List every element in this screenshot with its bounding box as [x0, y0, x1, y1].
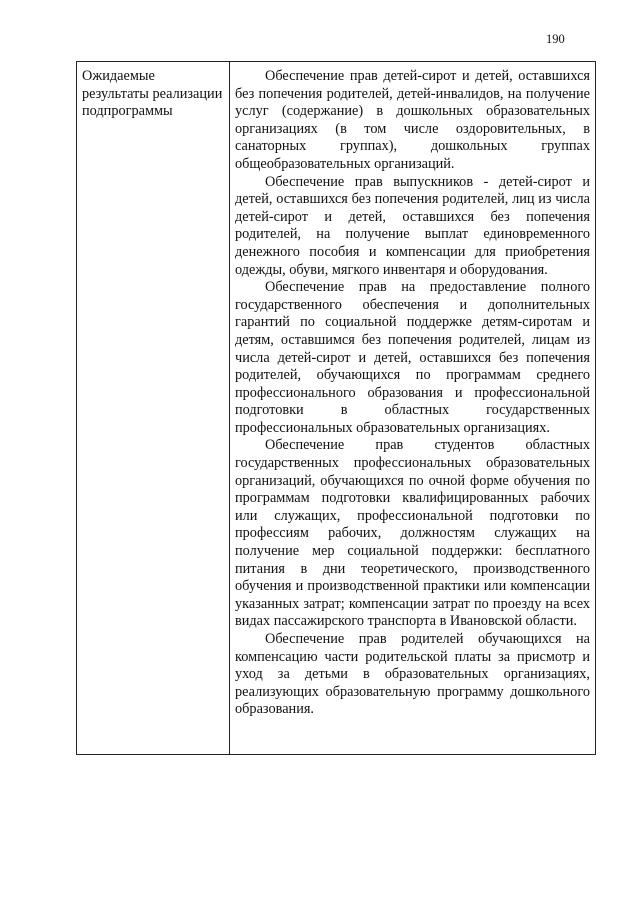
result-paragraph-1: Обеспечение прав детей-сирот и детей, оставшихся без попечения родителей, детей-инвалидов, на получение услуг (содержание) в дошкольных образовательных организациях (в том числе оздоровительных, в санаторных группах), дошкольных группах общеобразовательных организаций. [235, 68, 590, 172]
result-paragraph-4: Обеспечение прав студентов областных государственных профессиональных образовательных организаций, обучающихся по очной форме обучения по программам подготовки квалифицированных рабочих или служащих, профессиональной подготовки по профессиям рабочих, должностям служащих на получение мер социальной поддержки: бесплатного питания в дни теоретического, производственного обучения и производственной практики или компенсации указанных затрат; компенсации затрат по проезду на всех видах пассажирского транспорта в Ивановской области. [235, 437, 590, 630]
row-content-cell [230, 62, 596, 755]
result-paragraph-3: Обеспечение прав на предоставление полного государственного обеспечения и дополнительных гарантий по социальной поддержке детям-сиротам и детям, оставшимся без попечения родителей, лицам из числа детей-сирот и детей, оставшихся без попечения родителей, обучающихся по программам среднего профессионального образования и профессиональной подготовки в областных государственных профессиональных образовательных организациях. [235, 279, 590, 436]
table-row [77, 62, 596, 755]
page-number: 190 [546, 32, 565, 46]
result-paragraph-2: Обеспечение прав выпускников - детей-сирот и детей, оставшихся без попечения родителей, лиц из числа детей-сирот и детей, оставшихся без попечения родителей, на получение выплат единовременного денежного пособия и компенсации для приобретения одежды, обуви, мягкого инвентаря и оборудования. [235, 173, 590, 278]
subprogram-results-table [76, 61, 596, 755]
result-paragraph-5: Обеспечение прав родителей обучающихся на компенсацию части родительской платы за присмотр и уход за детьми в образовательных организациях, реализующих образовательную программу дошкольного образования. [235, 631, 590, 718]
row-label-cell: Ожидаемые результаты реализации подпрограммы [77, 62, 230, 755]
